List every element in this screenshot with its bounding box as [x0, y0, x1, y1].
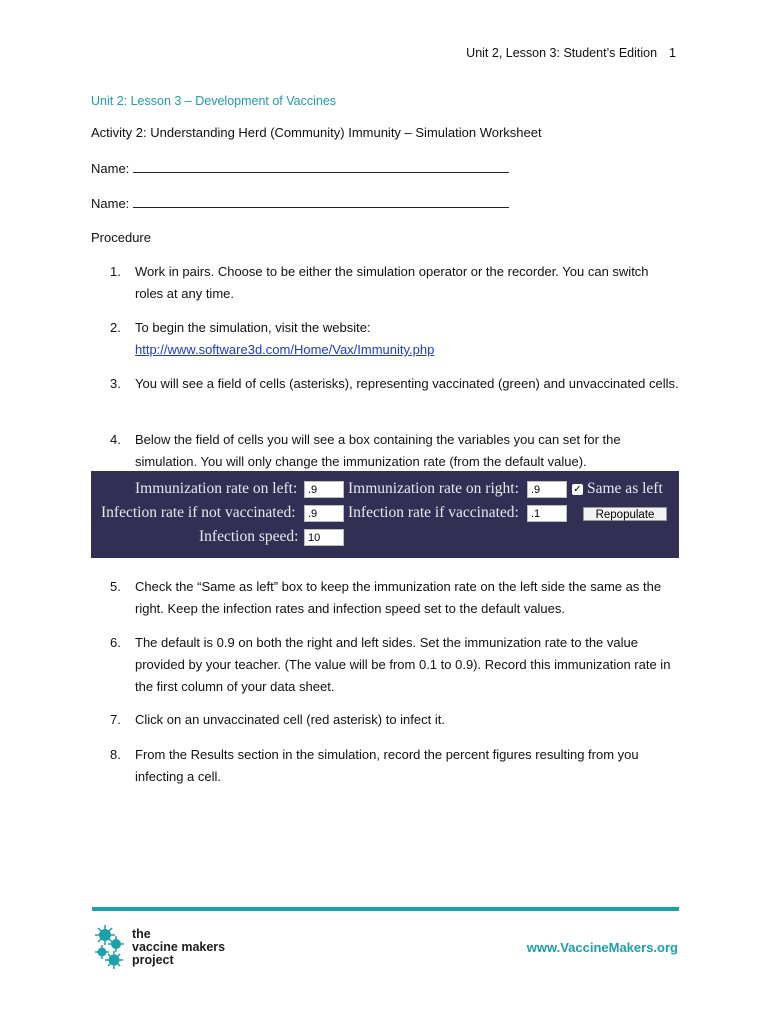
virus-logo-icon — [90, 922, 130, 970]
name-field-2[interactable] — [91, 195, 509, 211]
name-underline — [133, 160, 509, 173]
step-text: Below the field of cells you will see a box containing the variables you can set for the simulation. You will only change the immunization rate (from the default value). — [135, 432, 621, 469]
step-item — [110, 317, 680, 361]
logo-line: the — [132, 927, 151, 941]
procedure-heading: Procedure — [91, 230, 151, 245]
page-header — [466, 46, 676, 60]
step-item — [110, 576, 680, 620]
step-item — [110, 373, 680, 395]
step-number: 4. — [110, 432, 121, 447]
logo-line: vaccine makers — [132, 940, 226, 954]
inf-not-vacc-label: Infection rate if not vaccinated: — [101, 504, 296, 521]
inf-vacc-input[interactable]: .1 — [527, 505, 567, 522]
simulation-controls-panel — [91, 471, 679, 558]
activity-title: Activity 2: Understanding Herd (Community) Immunity – Simulation Worksheet — [91, 125, 542, 140]
inf-not-vacc-input[interactable]: .9 — [304, 505, 344, 522]
same-as-left-label: Same as left — [587, 480, 663, 497]
step-item — [110, 744, 680, 788]
speed-input[interactable]: 10 — [304, 529, 344, 546]
lesson-title: Unit 2: Lesson 3 – Development of Vaccines — [91, 94, 337, 108]
step-text: The default is 0.9 on both the right and left sides. Set the immunization rate to the value provided by your teacher. (The value will be from 0.1 to 0.9). Record this immunization rate in the first column of your data sheet. — [135, 635, 671, 694]
step-text: Check the “Same as left” box to keep the immunization rate on the left side the same as the right. Keep the infection rates and infection speed set to the default values. — [135, 579, 662, 616]
step-item — [110, 632, 680, 698]
name-field-1[interactable] — [91, 160, 509, 176]
inf-vacc-label: Infection rate if vaccinated: — [348, 504, 519, 521]
step-number: 8. — [110, 747, 121, 762]
step-text: You will see a field of cells (asterisks), representing vaccinated (green) and unvaccinated cells. — [135, 376, 679, 391]
step-number: 1. — [110, 264, 121, 279]
imm-right-label: Immunization rate on right: — [348, 480, 519, 497]
step-number: 2. — [110, 320, 121, 335]
same-as-left-checkbox[interactable]: ✓ — [573, 484, 582, 495]
step-item — [110, 429, 680, 473]
step-text: Work in pairs. Choose to be either the simulation operator or the recorder. You can switch roles at any time. — [135, 264, 649, 301]
step-text: Click on an unvaccinated cell (red asterisk) to infect it. — [135, 712, 445, 727]
simulation-link[interactable]: http://www.software3d.com/Home/Vax/Immunity.php — [135, 342, 435, 357]
step-text: From the Results section in the simulation, record the percent figures resulting from you infecting a cell. — [135, 747, 639, 784]
step-item — [110, 709, 680, 731]
step-number: 6. — [110, 635, 121, 650]
logo-line: project — [132, 953, 174, 967]
imm-left-label: Immunization rate on left: — [135, 480, 298, 497]
repopulate-button[interactable]: Repopulate — [583, 507, 667, 521]
page-number: 1 — [669, 46, 676, 60]
header-text: Unit 2, Lesson 3: Student’s Edition — [466, 46, 658, 60]
speed-label: Infection speed: — [199, 528, 299, 545]
website-link[interactable]: www.VaccineMakers.org — [526, 940, 678, 955]
step-item — [110, 261, 680, 305]
step-text: To begin the simulation, visit the website: — [135, 320, 371, 335]
vaccine-makers-logo — [132, 928, 225, 967]
step-number: 3. — [110, 376, 121, 391]
footer-divider — [92, 907, 679, 911]
step-number: 7. — [110, 712, 121, 727]
name-label: Name: — [91, 196, 130, 211]
imm-left-input[interactable]: .9 — [304, 481, 344, 498]
imm-right-input[interactable]: .9 — [527, 481, 567, 498]
step-number: 5. — [110, 579, 121, 594]
name-underline — [133, 195, 509, 208]
name-label: Name: — [91, 161, 130, 176]
